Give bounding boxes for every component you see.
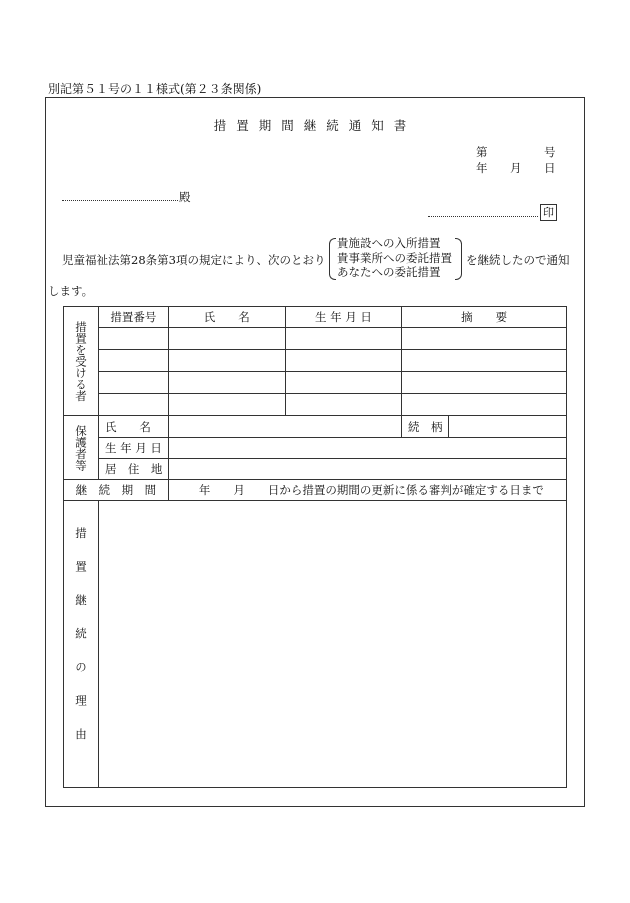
guardian-birthdate-label: 生 年 月 日 xyxy=(98,438,168,459)
option-business: 貴事業所への委託措置 xyxy=(337,250,452,265)
left-brace xyxy=(329,238,336,280)
remarks-cell[interactable] xyxy=(402,350,567,372)
measure-number-cell[interactable] xyxy=(98,372,168,394)
guardian-name-value[interactable] xyxy=(168,416,401,438)
birthdate-cell[interactable] xyxy=(285,394,402,416)
body-prefix: 児童福祉法第28条第3項の規定により、次のとおり xyxy=(62,253,326,267)
remarks-cell[interactable] xyxy=(402,328,567,350)
date-day: 日 xyxy=(544,161,556,175)
remarks-cell[interactable] xyxy=(402,394,567,416)
issuer-line xyxy=(428,216,538,217)
number-suffix: 号 xyxy=(544,145,556,159)
col-birthdate: 生 年 月 日 xyxy=(285,307,402,328)
guardian-address-value[interactable] xyxy=(168,459,566,480)
date-year: 年 xyxy=(476,161,488,175)
period-text: 年 月 日から措置の期間の更新に係る審判が確定する日まで xyxy=(168,480,566,501)
guardian-name-label: 氏 名 xyxy=(98,416,168,438)
relation-value[interactable] xyxy=(449,416,567,438)
period-label: 継 続 期 間 xyxy=(64,480,169,501)
measure-options xyxy=(337,236,452,280)
document-title: 措置期間継続通知書 xyxy=(213,118,417,133)
guardian-birthdate-value[interactable] xyxy=(168,438,566,459)
col-remarks: 摘 要 xyxy=(402,307,567,328)
birthdate-cell[interactable] xyxy=(285,350,402,372)
addressee-suffix: 殿 xyxy=(179,190,191,204)
measure-number-cell[interactable] xyxy=(98,328,168,350)
name-cell[interactable] xyxy=(168,328,285,350)
recipient-row xyxy=(64,350,567,372)
birthdate-cell[interactable] xyxy=(285,372,402,394)
form-header: 別記第５１号の１１様式(第２３条関係) xyxy=(48,82,262,96)
name-cell[interactable] xyxy=(168,394,285,416)
body-suffix: を継続したので通知 xyxy=(466,253,570,267)
right-brace xyxy=(455,238,462,280)
date-month: 月 xyxy=(510,161,522,175)
addressee-line xyxy=(62,200,178,201)
seal-mark: 印 xyxy=(540,204,557,221)
body-line2: します。 xyxy=(48,284,94,298)
remarks-cell[interactable] xyxy=(402,372,567,394)
guardian-section-label: 保護者等 xyxy=(64,416,99,480)
recipient-section-label: 措置を受ける者 xyxy=(64,307,99,416)
relation-label: 続 柄 xyxy=(402,416,449,438)
reason-value[interactable] xyxy=(98,501,566,788)
col-measure-number: 措置番号 xyxy=(98,307,168,328)
name-cell[interactable] xyxy=(168,350,285,372)
measure-number-cell[interactable] xyxy=(98,394,168,416)
option-individual: あなたへの委託措置 xyxy=(337,265,441,279)
recipient-row xyxy=(64,394,567,416)
option-facility: 貴施設への入所措置 xyxy=(337,236,441,250)
measure-table xyxy=(63,306,567,788)
recipient-row xyxy=(64,372,567,394)
recipient-row xyxy=(64,328,567,350)
birthdate-cell[interactable] xyxy=(285,328,402,350)
guardian-address-label: 居 住 地 xyxy=(98,459,168,480)
number-prefix: 第 xyxy=(476,145,488,159)
measure-number-cell[interactable] xyxy=(98,350,168,372)
reason-label: 措置継続の理由 xyxy=(64,501,99,788)
col-name: 氏 名 xyxy=(168,307,285,328)
name-cell[interactable] xyxy=(168,372,285,394)
